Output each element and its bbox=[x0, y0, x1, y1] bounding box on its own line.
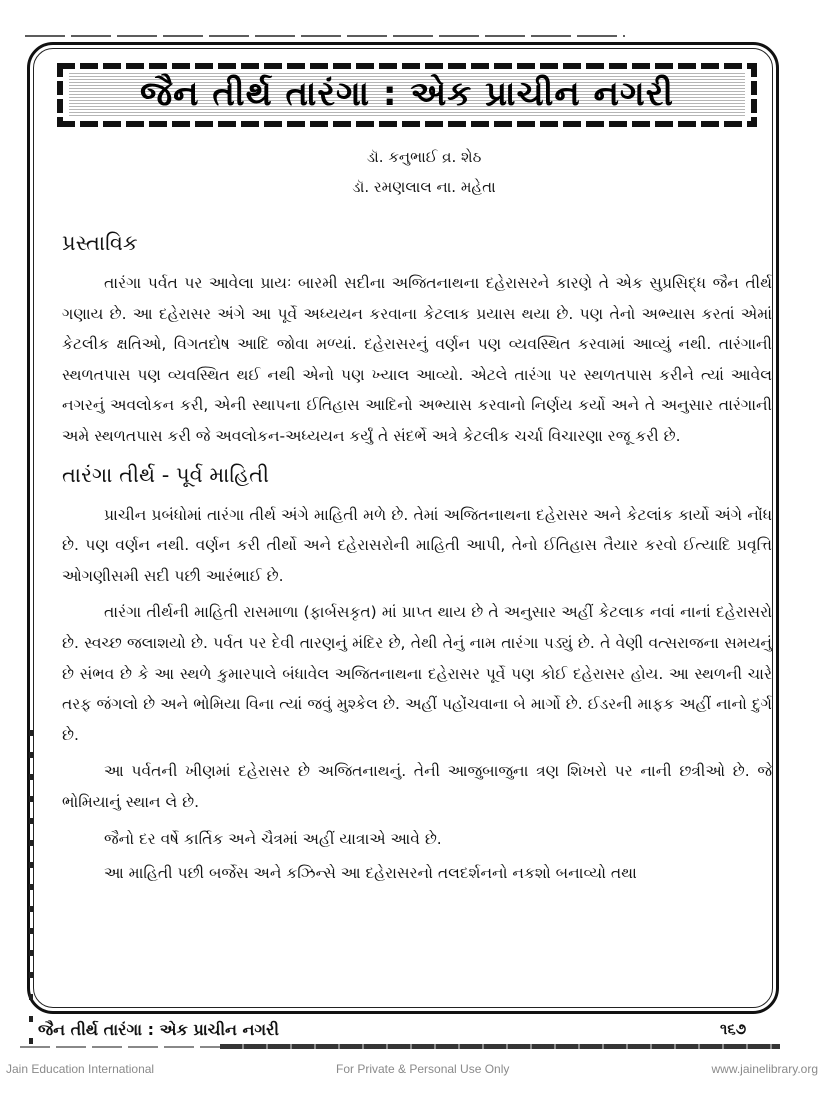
binding-margin-marks bbox=[29, 730, 33, 1050]
paragraph: આ માહિતી પછી બર્જેસ અને કઝિન્સે આ દહેરાસરનો તલદર્શનનો નકશો બનાવ્યો તથા bbox=[104, 864, 637, 883]
paragraph: પ્રાચીન પ્રબંધોમાં તારંગા તીર્થ અંગે માહિતી મળે છે. તેમાં અજિતનાથના દહેરાસર અને કેટલાંક કાર્યો અંગે નોંધ છે. પણ વર્ણન નથી. વર્ણન કરી તીર્થો અને દહેરાસરોની માહિતી આપી, તેનો ઈતિહાસ તૈયાર કરવો ઈત્યાદિ પ્રવૃત્તિ ઓગણીસમી સદી પછી આરંભાઈ છે. bbox=[62, 505, 772, 585]
paragraph: તારંગા પર્વત પર આવેલા પ્રાયઃ બારમી સદીના અજિતનાથના દહેરાસરને કારણે તે એક સુપ્રસિદ્ધ જૈન તીર્થ ગણાય છે. આ દહેરાસર અંગે આ પૂર્વે અધ્યયન કરવાના કેટલાક પ્રયાસ થયા છે. પણ તેનો અભ્યાસ કરતાં એમાં કેટલીક ક્ષતિઓ, વિગતદોષ આદિ જોવા મળ્યાં. દહેરાસરનું વર્ણન પણ વ્યવસ્થિત કરવામાં આવ્યું નથી. તારંગાની સ્થળતપાસ પણ વ્યવસ્થિત થઈ નથી એનો પણ ખ્યાલ આવ્યો. એટલે તારંગા પર સ્થળતપાસ કરીને ત્યાં આવેલ નગરનું અવલોકન કરી, એની સ્થાપના ઈતિહાસ આદિનો અભ્યાસ કરવાનો નિર્ણય કર્યો અને તે અનુસાર તારંગાની અમે સ્થળતપાસ કરી જે અવલોકન-અધ્યયન કર્યું તે સંદર્ભે અત્રે કેટલીક ચર્ચા વિચારણા રજૂ કરી છે. bbox=[62, 274, 772, 445]
author-name: ડૉ. કનુભાઈ વ્ર. શેઠ bbox=[366, 148, 482, 166]
paragraph: તારંગા તીર્થની માહિતી રાસમાળા (ફાર્બસકૃત) માં પ્રાપ્ત થાય છે તે અનુસાર અહીં કેટલાક નવાં નાનાં દહેરાસરો છે. સ્વચ્છ જલાશયો છે. પર્વત પર દેવી તારણનું મંદિર છે, તેથી તેનું નામ તારંગા પડ્યું છે. તે વેણી વત્સરાજના સમયનું છે સંભવ છે કે આ સ્થળે કુમારપાલે બંધાવેલ અજિતનાથના દહેરાસર પૂર્વે પણ કોઈ દહેરાસર હોય. આ સ્થળની ચારે તરફ જંગલો છે અને ભોમિયા વિના ત્યાં જવું મુશ્કેલ છે. અહીં પહોંચવાના બે માર્ગો છે. ઈડરની માફક અહીં નાનો દુર્ગ છે. bbox=[62, 603, 772, 744]
watermark-left: Jain Education International bbox=[6, 1062, 155, 1076]
section-heading: તારંગા તીર્થ - પૂર્વ માહિતી bbox=[62, 462, 270, 487]
footer-rule-light bbox=[20, 1046, 220, 1048]
author-list bbox=[0, 142, 828, 202]
article-body bbox=[62, 222, 772, 895]
paragraph: જૈનો દર વર્ષે કાર્તિક અને ચૈત્રમાં અહીં યાત્રાએ આવે છે. bbox=[104, 829, 442, 848]
watermark-right: www.jainelibrary.org bbox=[711, 1062, 818, 1076]
footer-decorative-rule bbox=[220, 1044, 780, 1049]
running-footer-title: જૈન તીર્થ તારંગા : એક પ્રાચીન નગરી bbox=[38, 1020, 279, 1039]
section-heading: પ્રસ્તાવિક bbox=[62, 231, 138, 255]
paragraph: આ પર્વતની ખીણમાં દહેરાસર છે અજિતનાથનું. તેની આજુબાજુના ત્રણ શિખરો પર નાની છત્રીઓ છે. જે ભોમિયાનું સ્થાન લે છે. bbox=[62, 762, 772, 811]
title-banner bbox=[57, 63, 757, 127]
watermark-center: For Private & Personal Use Only bbox=[336, 1062, 510, 1076]
title-dashed-border-top bbox=[57, 63, 757, 69]
title-dashed-border-bottom bbox=[57, 121, 757, 127]
article-title: જૈન તીર્થ તારંગા : એક પ્રાચીન નગરી bbox=[139, 74, 675, 114]
top-decorative-rule bbox=[25, 35, 625, 37]
author-name: ડૉ. રમણલાલ ના. મહેતા bbox=[352, 178, 496, 196]
page-number: ૧૬૭ bbox=[720, 1020, 747, 1038]
